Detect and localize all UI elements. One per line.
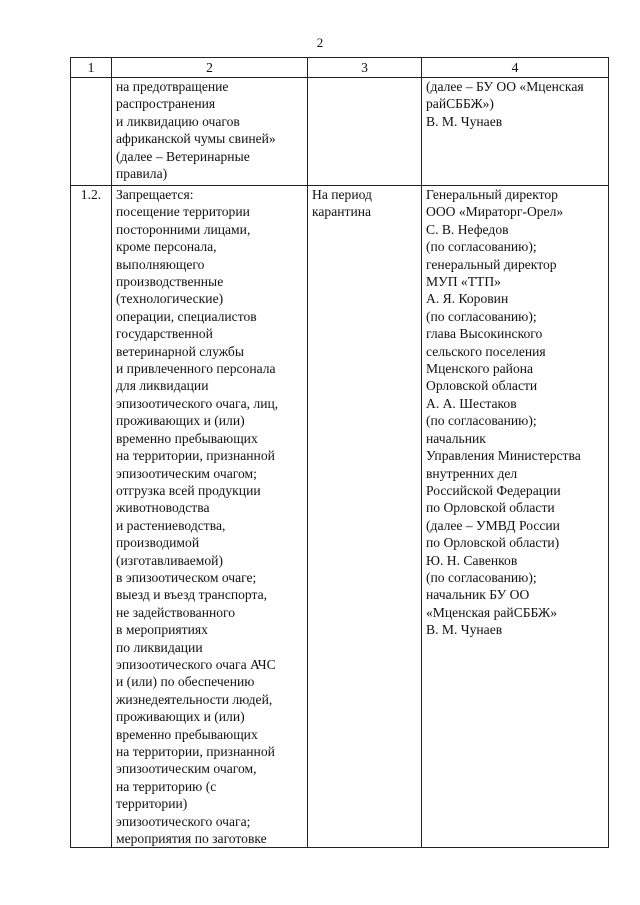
responsible-cell	[422, 78, 609, 186]
measure-cell	[112, 186, 308, 848]
text-line: ветеринарной службы	[116, 343, 244, 359]
text-line: С. В. Нефедов	[426, 221, 509, 237]
text-line: отгрузка всей продукции	[116, 482, 261, 498]
text-line: для ликвидации	[116, 378, 209, 394]
measures-table	[70, 57, 609, 848]
text-line: Генеральный директор	[426, 187, 558, 202]
text-line: по ликвидации	[116, 639, 203, 655]
text-line: проживающих и (или)	[116, 709, 245, 725]
text-line: Ю. Н. Савенков	[426, 552, 518, 568]
text-line: На период	[312, 187, 372, 202]
text-line: начальник БУ ОО	[426, 587, 530, 603]
text-line: посторонними лицами,	[116, 221, 251, 237]
text-line: по Орловской области	[426, 500, 555, 516]
text-line: и привлеченного персонала	[116, 361, 276, 377]
text-line: (по согласованию);	[426, 413, 537, 429]
text-line: выполняющего	[116, 256, 205, 272]
text-line: в мероприятиях	[116, 622, 208, 638]
text-line: карантина	[312, 204, 372, 220]
text-line: (технологические)	[116, 291, 224, 307]
text-line: на территорию (с	[116, 778, 217, 794]
text-line: (далее – БУ ОО «Мценская	[426, 79, 584, 94]
text-line: распространения	[116, 96, 216, 112]
text-line: жизнедеятельности людей,	[116, 691, 273, 707]
text-line: эпизоотического очага, лиц,	[116, 395, 279, 411]
text-line: А. А. Шестаков	[426, 395, 517, 411]
text-line: эпизоотическим очагом,	[116, 761, 257, 777]
row-number: 1.2.	[71, 186, 112, 848]
text-line: по Орловской области)	[426, 535, 560, 551]
text-line: и (или) по обеспечению	[116, 674, 255, 690]
row-number	[71, 78, 112, 186]
text-line: эпизоотического очага АЧС	[116, 656, 276, 672]
period-cell	[308, 78, 422, 186]
column-header-3: 3	[308, 58, 422, 78]
text-line: животноводства	[116, 500, 210, 516]
text-line: (по согласованию);	[426, 569, 537, 585]
text-line: начальник	[426, 430, 486, 446]
text-line: (по согласованию);	[426, 308, 537, 324]
column-header-4: 4	[422, 58, 609, 78]
text-line: Орловской области	[426, 378, 538, 394]
text-line: эпизоотическим очагом;	[116, 465, 257, 481]
text-line: В. М. Чунаев	[426, 113, 503, 129]
text-line: генеральный директор	[426, 256, 557, 272]
text-line: и ликвидацию очагов	[116, 113, 240, 129]
text-line: (по согласованию);	[426, 239, 537, 255]
text-line: проживающих и (или)	[116, 413, 245, 429]
text-line: «Мценская райСББЖ»	[426, 604, 558, 620]
text-line: глава Высокинского	[426, 326, 543, 342]
text-line: В. М. Чунаев	[426, 622, 503, 638]
column-header-1: 1	[71, 58, 112, 78]
text-line: (далее – УМВД России	[426, 517, 560, 533]
text-line: Запрещается:	[116, 187, 194, 202]
text-line: на территории, признанной	[116, 744, 275, 759]
text-line: А. Я. Коровин	[426, 291, 509, 307]
text-line: производственные	[116, 274, 224, 290]
text-line: операции, специалистов	[116, 308, 257, 324]
text-line: (изготавливаемой)	[116, 552, 223, 568]
table-row	[71, 78, 609, 186]
text-line: посещение территории	[116, 204, 250, 220]
text-line: МУП «ТТП»	[426, 274, 501, 290]
text-line: райСББЖ»)	[426, 96, 494, 112]
text-line: правила)	[116, 166, 168, 182]
text-line: временно пребывающих	[116, 726, 258, 742]
text-line: не задействованного	[116, 604, 236, 620]
text-line: ООО «Мираторг-Орел»	[426, 204, 564, 220]
text-line: Управления Министерства	[426, 448, 581, 464]
text-line: сельского поселения	[426, 343, 546, 359]
responsible-cell	[422, 186, 609, 848]
column-header-2: 2	[112, 58, 308, 78]
text-line: производимой	[116, 535, 200, 551]
text-line: эпизоотического очага;	[116, 813, 251, 829]
period-cell	[308, 186, 422, 848]
measure-cell	[112, 78, 308, 186]
text-line: (далее – Ветеринарные	[116, 148, 250, 164]
text-line: африканской чумы свиней»	[116, 131, 276, 147]
text-line: внутренних дел	[426, 465, 518, 481]
text-line: на предотвращение	[116, 79, 229, 94]
text-line: и растениеводства,	[116, 517, 226, 533]
text-line: Российской Федерации	[426, 482, 561, 498]
text-line: выезд и въезд транспорта,	[116, 587, 268, 603]
text-line: мероприятия по заготовке	[116, 831, 267, 847]
text-line: Мценского района	[426, 361, 534, 377]
table-header-row	[71, 58, 609, 78]
text-line: государственной	[116, 326, 213, 342]
text-line: территории)	[116, 796, 188, 812]
text-line: кроме персонала,	[116, 239, 217, 255]
text-line: в эпизоотическом очаге;	[116, 569, 257, 585]
text-line: временно пребывающих	[116, 430, 258, 446]
table-row	[71, 186, 609, 848]
page-number: 2	[316, 35, 324, 50]
text-line: на территории, признанной	[116, 448, 275, 464]
